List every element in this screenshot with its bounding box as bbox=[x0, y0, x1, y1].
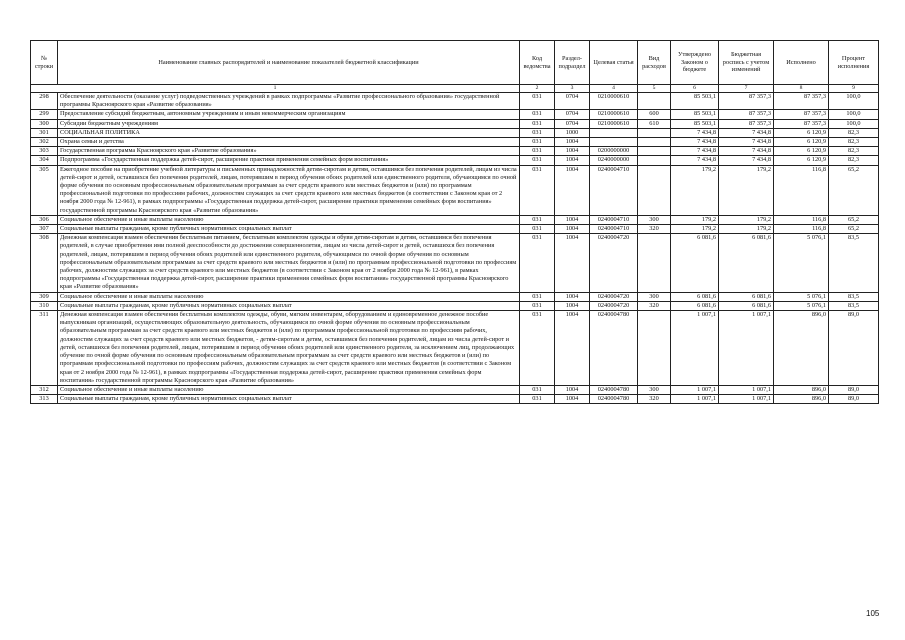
row-approved: 1 007,1 bbox=[671, 385, 719, 394]
header-approved: Утверждено Законом о бюджете bbox=[671, 41, 719, 85]
row-expense-type bbox=[638, 138, 671, 147]
row-expense-type: 320 bbox=[638, 301, 671, 310]
row-percent: 65,2 bbox=[829, 215, 879, 224]
row-target-article: 0240000000 bbox=[590, 156, 638, 165]
row-executed: 87 357,3 bbox=[774, 110, 829, 119]
row-percent: 65,2 bbox=[829, 225, 879, 234]
row-section: 1004 bbox=[555, 225, 590, 234]
row-section: 1004 bbox=[555, 395, 590, 404]
row-executed: 116,8 bbox=[774, 215, 829, 224]
table-body bbox=[31, 93, 879, 404]
header-executed: Исполнено bbox=[774, 41, 829, 85]
row-section: 1004 bbox=[555, 215, 590, 224]
row-approved: 1 007,1 bbox=[671, 311, 719, 386]
row-section: 0704 bbox=[555, 110, 590, 119]
row-expense-type bbox=[638, 234, 671, 292]
row-expense-type bbox=[638, 147, 671, 156]
column-number: 8 bbox=[774, 85, 829, 93]
budget-execution-table bbox=[30, 40, 879, 404]
row-approved: 179,2 bbox=[671, 215, 719, 224]
row-planned: 87 357,3 bbox=[719, 110, 774, 119]
row-approved: 85 503,1 bbox=[671, 119, 719, 128]
column-number-row bbox=[31, 85, 879, 93]
row-number: 310 bbox=[31, 301, 58, 310]
row-approved: 85 503,1 bbox=[671, 110, 719, 119]
row-percent: 82,3 bbox=[829, 138, 879, 147]
row-section: 1004 bbox=[555, 156, 590, 165]
row-executed: 87 357,3 bbox=[774, 119, 829, 128]
table-row bbox=[31, 128, 879, 137]
row-name: Ежегодное пособие на приобретение учебной литературы и письменных принадлежностей детям-сиротам и детям, оставшимся без попечения родителей, лицам из числа детей-сирот и детей, оставшихся без попечения родителей, лицам, потерявшим в период обучения обоих родителей или единственного родителя, обучающимся по очной форме обучения по основным профессиональным образовательным программам за счет средств краевого или местных бюджетов и (или) по программам профессиональной подготовки по профессиям рабочих, должностям служащих за счет средств краевого или местных бюджетов (в соответствии с Законом края от 2 ноября 2000 года № 12-961), в рамках подпрограммы «Государственная поддержка детей-сирот, расширение практики применения семейных форм воспитания» государственной программы Красноярского края «Развитие образования» bbox=[58, 165, 520, 215]
row-department-code: 031 bbox=[520, 147, 555, 156]
table-row bbox=[31, 110, 879, 119]
row-percent: 89,0 bbox=[829, 395, 879, 404]
row-target-article: 0210000610 bbox=[590, 93, 638, 110]
row-expense-type bbox=[638, 93, 671, 110]
table-row bbox=[31, 385, 879, 394]
row-approved: 179,2 bbox=[671, 225, 719, 234]
row-number: 307 bbox=[31, 225, 58, 234]
row-number: 308 bbox=[31, 234, 58, 292]
row-target-article: 0240004710 bbox=[590, 165, 638, 215]
row-number: 311 bbox=[31, 311, 58, 386]
row-expense-type: 320 bbox=[638, 225, 671, 234]
column-number: 2 bbox=[520, 85, 555, 93]
header-planned: Бюджетная роспись с учетом изменений bbox=[719, 41, 774, 85]
row-number: 299 bbox=[31, 110, 58, 119]
row-number: 301 bbox=[31, 128, 58, 137]
page-number: 105 bbox=[866, 609, 880, 618]
row-executed: 6 120,9 bbox=[774, 138, 829, 147]
row-number: 306 bbox=[31, 215, 58, 224]
row-department-code: 031 bbox=[520, 128, 555, 137]
table-row bbox=[31, 215, 879, 224]
row-name: Социальное обеспечение и иные выплаты населению bbox=[58, 385, 520, 394]
row-section: 1004 bbox=[555, 292, 590, 301]
row-planned: 179,2 bbox=[719, 225, 774, 234]
row-number: 303 bbox=[31, 147, 58, 156]
row-expense-type bbox=[638, 128, 671, 137]
row-department-code: 031 bbox=[520, 301, 555, 310]
row-name: Социальные выплаты гражданам, кроме публичных нормативных социальных выплат bbox=[58, 225, 520, 234]
row-department-code: 031 bbox=[520, 292, 555, 301]
row-target-article: 0200000000 bbox=[590, 147, 638, 156]
row-section: 0704 bbox=[555, 93, 590, 110]
row-expense-type: 600 bbox=[638, 110, 671, 119]
row-target-article: 0240004720 bbox=[590, 301, 638, 310]
row-target-article: 0240004710 bbox=[590, 215, 638, 224]
row-executed: 896,0 bbox=[774, 385, 829, 394]
row-expense-type: 300 bbox=[638, 292, 671, 301]
row-name: Предоставление субсидий бюджетным, автономным учреждениям и иным некоммерческим организациям bbox=[58, 110, 520, 119]
table-row bbox=[31, 225, 879, 234]
row-target-article: 0240004780 bbox=[590, 311, 638, 386]
row-number: 309 bbox=[31, 292, 58, 301]
column-number: 6 bbox=[671, 85, 719, 93]
table-row bbox=[31, 301, 879, 310]
table-row bbox=[31, 147, 879, 156]
row-executed: 6 120,9 bbox=[774, 147, 829, 156]
row-approved: 1 007,1 bbox=[671, 395, 719, 404]
row-approved: 6 081,6 bbox=[671, 234, 719, 292]
table-row bbox=[31, 156, 879, 165]
row-executed: 116,8 bbox=[774, 165, 829, 215]
row-target-article bbox=[590, 128, 638, 137]
row-approved: 85 503,1 bbox=[671, 93, 719, 110]
row-department-code: 031 bbox=[520, 234, 555, 292]
row-target-article: 0210000610 bbox=[590, 110, 638, 119]
table-row bbox=[31, 93, 879, 110]
row-percent: 83,5 bbox=[829, 234, 879, 292]
row-expense-type bbox=[638, 156, 671, 165]
row-department-code: 031 bbox=[520, 311, 555, 386]
row-name: СОЦИАЛЬНАЯ ПОЛИТИКА bbox=[58, 128, 520, 137]
row-department-code: 031 bbox=[520, 165, 555, 215]
column-number: 1 bbox=[31, 85, 520, 93]
header-target-article: Целевая статья bbox=[590, 41, 638, 85]
row-percent: 100,0 bbox=[829, 110, 879, 119]
header-department-code: Код ведомства bbox=[520, 41, 555, 85]
row-planned: 6 081,6 bbox=[719, 292, 774, 301]
row-executed: 6 120,9 bbox=[774, 156, 829, 165]
row-expense-type bbox=[638, 165, 671, 215]
row-percent: 89,0 bbox=[829, 311, 879, 386]
row-planned: 1 007,1 bbox=[719, 311, 774, 386]
row-planned: 7 434,8 bbox=[719, 128, 774, 137]
header-percent: Процент исполнения bbox=[829, 41, 879, 85]
row-department-code: 031 bbox=[520, 215, 555, 224]
row-planned: 179,2 bbox=[719, 165, 774, 215]
row-percent: 82,3 bbox=[829, 128, 879, 137]
row-approved: 7 434,8 bbox=[671, 138, 719, 147]
row-planned: 179,2 bbox=[719, 215, 774, 224]
row-target-article: 0240004710 bbox=[590, 225, 638, 234]
row-number: 305 bbox=[31, 165, 58, 215]
row-department-code: 031 bbox=[520, 119, 555, 128]
row-target-article: 0240004780 bbox=[590, 385, 638, 394]
row-number: 313 bbox=[31, 395, 58, 404]
row-target-article: 0240004720 bbox=[590, 234, 638, 292]
row-section: 1004 bbox=[555, 165, 590, 215]
row-approved: 7 434,8 bbox=[671, 147, 719, 156]
row-planned: 1 007,1 bbox=[719, 395, 774, 404]
row-planned: 1 007,1 bbox=[719, 385, 774, 394]
row-planned: 7 434,8 bbox=[719, 147, 774, 156]
column-number: 7 bbox=[719, 85, 774, 93]
row-planned: 7 434,8 bbox=[719, 138, 774, 147]
table-row bbox=[31, 395, 879, 404]
row-name: Обеспечение деятельности (оказание услуг) подведомственных учреждений в рамках подпрограммы «Развитие профессионального образования» государственной программы Красноярского края «Развитие образования» bbox=[58, 93, 520, 110]
row-section: 1004 bbox=[555, 385, 590, 394]
table-row bbox=[31, 234, 879, 292]
header-name: Наименование главных распорядителей и наименование показателей бюджетной классификации bbox=[58, 41, 520, 85]
row-name: Социальные выплаты гражданам, кроме публичных нормативных социальных выплат bbox=[58, 395, 520, 404]
row-planned: 7 434,8 bbox=[719, 156, 774, 165]
row-section: 0704 bbox=[555, 119, 590, 128]
row-planned: 87 357,3 bbox=[719, 93, 774, 110]
row-department-code: 031 bbox=[520, 93, 555, 110]
row-name: Социальное обеспечение и иные выплаты населению bbox=[58, 292, 520, 301]
row-target-article bbox=[590, 138, 638, 147]
row-expense-type: 300 bbox=[638, 215, 671, 224]
row-number: 302 bbox=[31, 138, 58, 147]
row-percent: 82,3 bbox=[829, 147, 879, 156]
row-name: Охрана семьи и детства bbox=[58, 138, 520, 147]
row-target-article: 0240004720 bbox=[590, 292, 638, 301]
row-expense-type: 300 bbox=[638, 385, 671, 394]
row-name: Субсидии бюджетным учреждениям bbox=[58, 119, 520, 128]
column-number: 9 bbox=[829, 85, 879, 93]
row-percent: 100,0 bbox=[829, 93, 879, 110]
row-executed: 896,0 bbox=[774, 311, 829, 386]
row-department-code: 031 bbox=[520, 395, 555, 404]
row-section: 1004 bbox=[555, 138, 590, 147]
row-name: Государственная программа Красноярского края «Развитие образования» bbox=[58, 147, 520, 156]
row-approved: 7 434,8 bbox=[671, 128, 719, 137]
row-percent: 100,0 bbox=[829, 119, 879, 128]
row-number: 298 bbox=[31, 93, 58, 110]
row-name: Социальное обеспечение и иные выплаты населению bbox=[58, 215, 520, 224]
header-section: Раздел-подраздел bbox=[555, 41, 590, 85]
row-department-code: 031 bbox=[520, 225, 555, 234]
table-row bbox=[31, 119, 879, 128]
row-number: 312 bbox=[31, 385, 58, 394]
row-name: Денежная компенсация взамен обеспечения бесплатным питанием, бесплатным комплектом одежды и обуви детям-сиротам и детям, оставшимся без попечения родителей, в случае приобретения ими полной дееспособности до достижения совершеннолетия, лицам из числа детей-сирот и детей, оставшихся без попечения родителей, лицам, потерявшим в период обучения обоих родителей или единственного родителя, обучающимся по очной форме обучения по основным профессиональным образовательным программам за счет средств краевого или местных бюджетов и (или) по программам профессиональной подготовки по профессиям рабочих, должностям служащих за счет средств краевого или местных бюджетов (в соответствии с Законом края от 2 ноября 2000 года № 12-961), в рамках подпрограммы «Государственная поддержка детей-сирот, расширение практики применения семейных форм воспитания» государственной программы Красноярского края «Развитие образования» bbox=[58, 234, 520, 292]
row-department-code: 031 bbox=[520, 138, 555, 147]
header-expense-type: Вид расходов bbox=[638, 41, 671, 85]
row-planned: 6 081,6 bbox=[719, 234, 774, 292]
row-approved: 6 081,6 bbox=[671, 292, 719, 301]
row-section: 1004 bbox=[555, 147, 590, 156]
row-section: 1004 bbox=[555, 311, 590, 386]
row-number: 304 bbox=[31, 156, 58, 165]
row-number: 300 bbox=[31, 119, 58, 128]
row-expense-type: 610 bbox=[638, 119, 671, 128]
column-number: 4 bbox=[590, 85, 638, 93]
row-executed: 116,8 bbox=[774, 225, 829, 234]
row-name: Денежная компенсация взамен обеспечения бесплатным комплектом одежды, обуви, мягким инвентарем, оборудованием и единовременное денежное пособие выпускникам организаций, осуществляющих образовательную деятельность, обучающимся по очной форме обучения по основным профессиональным образовательным программам за счет средств краевого или местных бюджетов и (или) по программам профессиональной подготовки по профессиям рабочих, должностям служащих за счет средств краевого или местных бюджетов, - детям-сиротам и детям, оставшимся без попечения родителей, лицам из числа детей-сирот и детей, оставшихся без попечения родителей, лицам, потерявшим в период обучения обоих родителей или единственного родителя, за исключением лиц, продолжающих обучение по очной форме обучения по основным профессиональным образовательным программам за счет средств краевого или местных бюджетов и (или) по программам профессиональной подготовки по профессиям рабочих, должностям служащих за счет средств краевого или местных бюджетов (в соответствии с Законом края от 2 ноября 2000 года № 12-961), в рамках подпрограммы «Государственная поддержка детей-сирот, расширение практики применения семейных форм воспитания» государственной программы Красноярского края «Развитие образования» bbox=[58, 311, 520, 386]
row-planned: 6 081,6 bbox=[719, 301, 774, 310]
row-target-article: 0210000610 bbox=[590, 119, 638, 128]
row-department-code: 031 bbox=[520, 385, 555, 394]
row-expense-type bbox=[638, 311, 671, 386]
row-department-code: 031 bbox=[520, 156, 555, 165]
header-row-number: № строки bbox=[31, 41, 58, 85]
row-section: 1004 bbox=[555, 301, 590, 310]
budget-table-sheet bbox=[30, 40, 878, 404]
row-section: 1004 bbox=[555, 234, 590, 292]
row-executed: 896,0 bbox=[774, 395, 829, 404]
table-row bbox=[31, 292, 879, 301]
table-row bbox=[31, 311, 879, 386]
row-executed: 5 076,1 bbox=[774, 234, 829, 292]
row-department-code: 031 bbox=[520, 110, 555, 119]
row-executed: 87 357,3 bbox=[774, 93, 829, 110]
column-number: 5 bbox=[638, 85, 671, 93]
row-executed: 5 076,1 bbox=[774, 292, 829, 301]
table-row bbox=[31, 165, 879, 215]
row-target-article: 0240004780 bbox=[590, 395, 638, 404]
header-row bbox=[31, 41, 879, 85]
row-name: Подпрограмма «Государственная поддержка детей-сирот, расширение практики применения семейных форм воспитания» bbox=[58, 156, 520, 165]
row-percent: 83,5 bbox=[829, 292, 879, 301]
row-section: 1000 bbox=[555, 128, 590, 137]
row-percent: 89,0 bbox=[829, 385, 879, 394]
row-percent: 65,2 bbox=[829, 165, 879, 215]
column-number: 3 bbox=[555, 85, 590, 93]
row-executed: 6 120,9 bbox=[774, 128, 829, 137]
row-planned: 87 357,3 bbox=[719, 119, 774, 128]
row-percent: 83,5 bbox=[829, 301, 879, 310]
row-approved: 6 081,6 bbox=[671, 301, 719, 310]
row-name: Социальные выплаты гражданам, кроме публичных нормативных социальных выплат bbox=[58, 301, 520, 310]
row-approved: 179,2 bbox=[671, 165, 719, 215]
row-executed: 5 076,1 bbox=[774, 301, 829, 310]
row-expense-type: 320 bbox=[638, 395, 671, 404]
row-percent: 82,3 bbox=[829, 156, 879, 165]
table-row bbox=[31, 138, 879, 147]
row-approved: 7 434,8 bbox=[671, 156, 719, 165]
